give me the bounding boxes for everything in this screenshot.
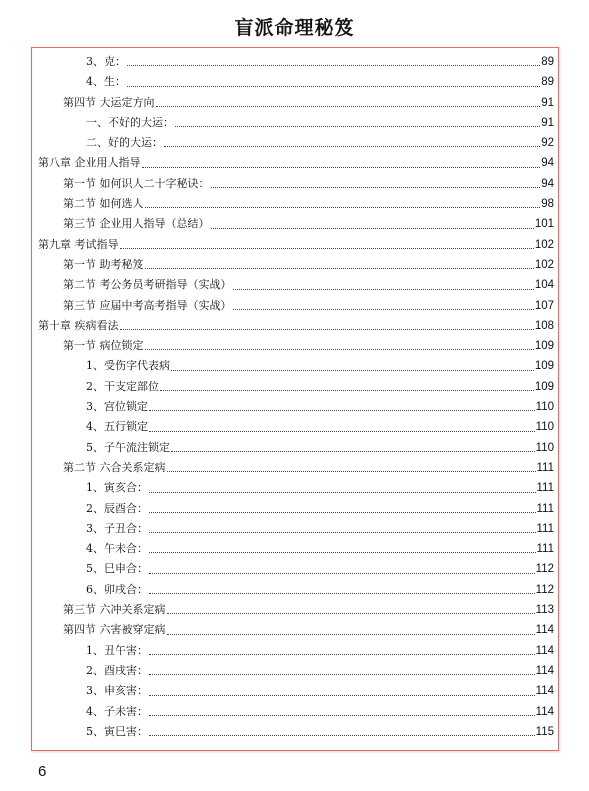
toc-entry xyxy=(32,52,558,72)
toc-entry-title: 4、生： xyxy=(86,75,126,89)
toc-entry-title: 第二节 如何选人 xyxy=(63,197,144,211)
toc-entry-page: 98 xyxy=(541,198,554,211)
toc-entry-title: 第一节 如何识人二十字秘诀： xyxy=(63,176,210,190)
toc-entry-title: 1、受伤字代表病 xyxy=(86,359,170,373)
toc-entry-title: 5、寅巳害： xyxy=(86,724,148,738)
dot-leader xyxy=(149,532,536,533)
toc-entry xyxy=(32,702,558,722)
toc-entry-page: 101 xyxy=(534,218,554,231)
toc-entry-title: 6、卯戌合： xyxy=(86,582,148,596)
toc-entry-page: 114 xyxy=(535,664,554,677)
toc-entry-page: 102 xyxy=(534,258,554,271)
dot-leader xyxy=(149,654,535,655)
dot-leader xyxy=(145,268,534,269)
toc-entry-title: 5、巳申合： xyxy=(86,562,148,576)
toc-entry xyxy=(32,539,558,559)
toc-entry-page: 91 xyxy=(541,116,554,129)
dot-leader xyxy=(167,634,535,635)
toc-entry-page: 111 xyxy=(536,522,554,535)
toc-entry-title: 第一节 病位锁定 xyxy=(63,339,144,353)
dot-leader xyxy=(149,735,535,736)
toc-entry-page: 110 xyxy=(535,441,554,454)
toc-entry-title: 一、不好的大运： xyxy=(86,115,174,129)
dot-leader xyxy=(233,309,534,310)
toc-entry xyxy=(32,559,558,579)
toc-entry-page: 111 xyxy=(536,461,554,474)
toc-entry-title: 2、辰酉合： xyxy=(86,501,148,515)
toc-entry-title: 第三节 企业用人指导（总结） xyxy=(63,217,210,231)
dot-leader xyxy=(120,248,534,249)
toc-entry-title: 第四节 大运定方向 xyxy=(63,95,155,109)
dot-leader xyxy=(127,86,540,87)
toc-entry-title: 4、子未害： xyxy=(86,704,148,718)
dot-leader xyxy=(149,715,535,716)
toc-entry-title: 第二节 六合关系定病 xyxy=(63,460,166,474)
toc-entry-page: 112 xyxy=(535,563,554,576)
toc-entry xyxy=(32,93,558,113)
toc-entry-title: 3、克： xyxy=(86,55,126,68)
toc-entry xyxy=(32,72,558,92)
toc-entry-title: 1、丑午害： xyxy=(86,643,148,657)
dot-leader xyxy=(142,167,541,168)
toc-entry-page: 110 xyxy=(535,401,554,414)
toc-entry xyxy=(32,519,558,539)
dot-leader xyxy=(175,126,540,127)
toc-entry-title: 3、子丑合： xyxy=(86,521,148,535)
toc-entry-page: 89 xyxy=(541,56,554,68)
dot-leader xyxy=(156,106,541,107)
toc-entry-title: 二、好的大运： xyxy=(86,136,163,150)
toc-entry-page: 91 xyxy=(541,96,554,109)
toc-entry xyxy=(32,397,558,417)
toc-entry xyxy=(32,153,558,173)
toc-entry xyxy=(32,275,558,295)
document-title: 盲派命理秘笈 xyxy=(234,17,355,39)
toc-entry-title: 2、酉戌害： xyxy=(86,663,148,677)
toc-entry-page: 94 xyxy=(541,157,554,170)
toc-entry-page: 113 xyxy=(535,604,554,617)
toc-entry-page: 110 xyxy=(535,421,554,434)
toc-entry-title: 5、子午流注锁定 xyxy=(86,440,170,454)
toc-entry xyxy=(32,661,558,681)
toc-entry-page: 109 xyxy=(534,340,554,353)
toc-entry xyxy=(32,641,558,661)
dot-leader xyxy=(211,187,541,188)
toc-entry xyxy=(32,377,558,397)
dot-leader xyxy=(171,451,535,452)
toc-entry xyxy=(32,681,558,701)
toc-entry-title: 第四节 六害被穿定病 xyxy=(63,623,166,637)
toc-entry xyxy=(32,580,558,600)
toc-entry xyxy=(32,620,558,640)
toc-entry xyxy=(32,356,558,376)
toc-entry xyxy=(32,499,558,519)
toc-entry-page: 114 xyxy=(535,685,554,698)
toc-entry-page: 111 xyxy=(536,543,554,556)
toc-entry-title: 第八章 企业用人指导 xyxy=(38,156,141,170)
toc-entry xyxy=(32,113,558,133)
toc-entry-title: 第三节 应届中考高考指导（实战） xyxy=(63,298,232,312)
toc-entry-page: 89 xyxy=(541,76,554,89)
dot-leader xyxy=(149,695,535,696)
dot-leader xyxy=(167,613,535,614)
toc-entry-title: 4、五行锁定 xyxy=(86,420,148,434)
dot-leader xyxy=(233,289,534,290)
toc-entry-page: 109 xyxy=(534,360,554,373)
toc-entry-title: 第九章 考试指导 xyxy=(38,237,119,251)
toc-entry xyxy=(32,458,558,478)
toc-entry xyxy=(32,194,558,214)
toc-entry-page: 115 xyxy=(535,725,554,738)
page-number: 6 xyxy=(38,763,47,780)
toc-frame xyxy=(31,47,559,751)
dot-leader xyxy=(145,349,534,350)
dot-leader xyxy=(149,512,536,513)
toc-entry-page: 111 xyxy=(536,482,554,495)
dot-leader xyxy=(171,370,534,371)
toc-entry xyxy=(32,417,558,437)
dot-leader xyxy=(211,228,534,229)
dot-leader xyxy=(149,593,535,594)
toc-entry xyxy=(32,600,558,620)
toc-entry-page: 102 xyxy=(534,238,554,251)
toc-entry-page: 104 xyxy=(534,279,554,292)
dot-leader xyxy=(149,431,535,432)
toc-entry-page: 108 xyxy=(534,319,554,332)
toc-entry xyxy=(32,133,558,153)
dot-leader xyxy=(149,492,536,493)
toc-entry-page: 94 xyxy=(541,177,554,190)
dot-leader xyxy=(120,329,534,330)
toc-entry-title: 4、午未合： xyxy=(86,542,148,556)
dot-leader xyxy=(149,674,535,675)
toc-entry-page: 112 xyxy=(535,583,554,596)
toc-entry-title: 1、寅亥合： xyxy=(86,481,148,495)
toc-entry xyxy=(32,214,558,234)
toc-entry xyxy=(32,174,558,194)
dot-leader xyxy=(149,552,536,553)
toc-entry-title: 3、申亥害： xyxy=(86,684,148,698)
toc-entry-title: 第十章 疾病看法 xyxy=(38,318,119,332)
toc-entry-page: 111 xyxy=(536,502,554,515)
dot-leader xyxy=(127,65,540,66)
toc-entry-page: 114 xyxy=(535,705,554,718)
toc-entry-page: 109 xyxy=(534,380,554,393)
toc-entry-page: 107 xyxy=(534,299,554,312)
toc-entry-title: 3、宫位锁定 xyxy=(86,400,148,414)
dot-leader xyxy=(149,573,535,574)
toc-entry xyxy=(32,478,558,498)
toc-entry-title: 第二节 考公务员考研指导（实战） xyxy=(63,278,232,292)
dot-leader xyxy=(164,146,540,147)
dot-leader xyxy=(160,390,534,391)
toc-entry-page: 92 xyxy=(541,137,554,150)
dot-leader xyxy=(149,410,535,411)
toc-entry-title: 第三节 六冲关系定病 xyxy=(63,603,166,617)
table-of-contents xyxy=(32,52,558,742)
toc-entry xyxy=(32,316,558,336)
dot-leader xyxy=(167,471,536,472)
toc-entry-page: 114 xyxy=(535,624,554,637)
toc-entry-title: 2、干支定部位 xyxy=(86,379,159,393)
toc-entry xyxy=(32,438,558,458)
toc-entry xyxy=(32,336,558,356)
dot-leader xyxy=(145,207,541,208)
toc-entry xyxy=(32,296,558,316)
toc-entry xyxy=(32,255,558,275)
toc-entry-title: 第一节 助考秘笈 xyxy=(63,257,144,271)
toc-entry-page: 114 xyxy=(535,644,554,657)
toc-entry xyxy=(32,722,558,742)
toc-entry xyxy=(32,235,558,255)
